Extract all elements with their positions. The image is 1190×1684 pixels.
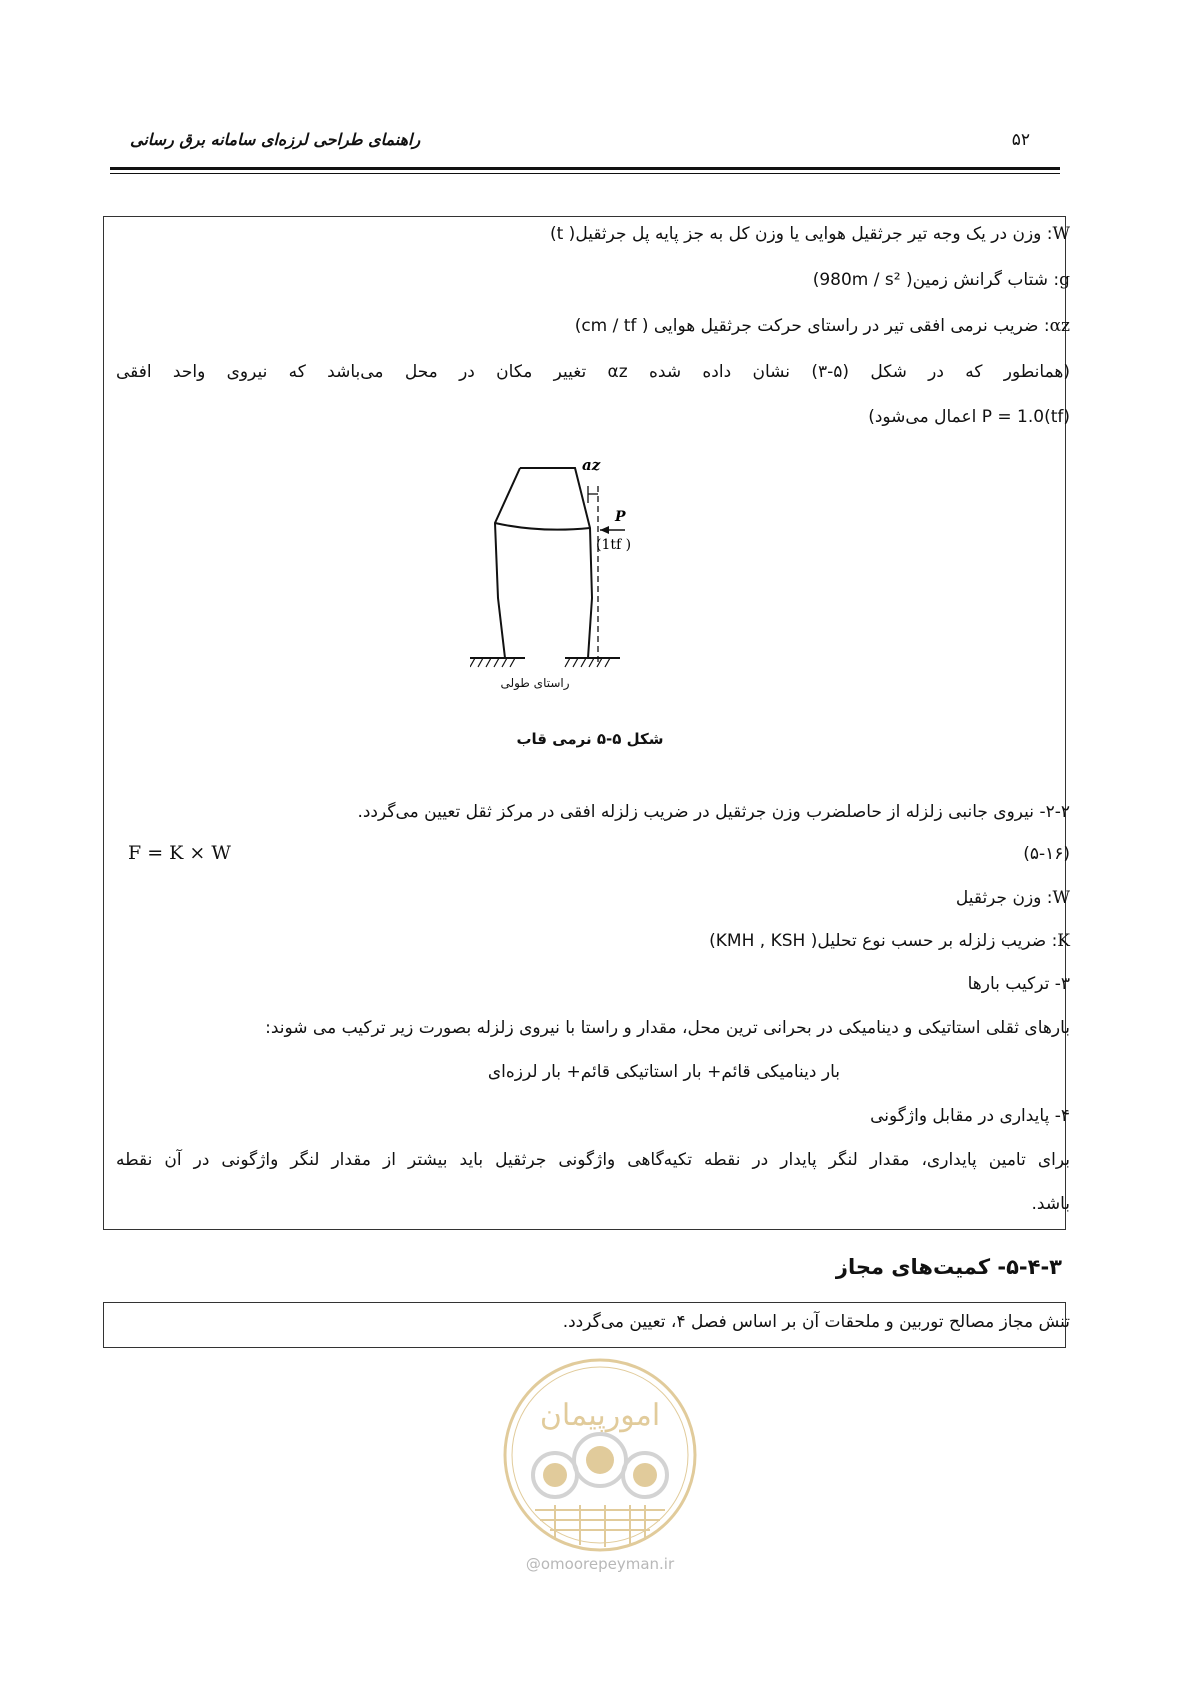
- note-line-1: (همانطور که در شکل (۵-۳) نشان داده شده αz تغییر مکان در محل می‌باشد که نیروی واحد افقی: [116, 362, 1071, 382]
- section-heading: ۵-۴-۳- کمیت‌های مجاز: [835, 1255, 1062, 1279]
- allowable-stress-text: تنش مجاز مصالح توربین و ملحقات آن بر اساس فصل ۴، تعیین می‌گردد.: [562, 1312, 1070, 1332]
- running-header-title: راهنمای طراحی لرزه‌ای سامانه برق رسانی: [130, 130, 421, 149]
- figure-axis-caption: راستای طولی: [500, 676, 570, 690]
- symbol-g: g: [1059, 270, 1070, 290]
- label-load: (1tf ): [596, 537, 632, 553]
- figure-caption: شکل ۵-۵ نرمی قاب: [516, 730, 664, 748]
- load-arrow-head: [600, 526, 609, 534]
- definition-k: [709, 929, 1070, 953]
- definition-w-text: : وزن در یک وجه تیر جرثقیل هوایی یا وزن کل به جز پایه پل جرثقیل( t): [549, 224, 1053, 244]
- header-rule-thick: [110, 167, 1060, 170]
- item-3-text: بارهای ثقلی استاتیکی و دینامیکی در بحرانی ترین محل، مقدار و راستا با نیروی زلزله بصورت زیر ترکیب می شوند:: [265, 1018, 1070, 1038]
- header-rule-thin: [110, 173, 1060, 174]
- frame-left-edge: [495, 468, 520, 658]
- item-4-end: باشد.: [1031, 1194, 1070, 1214]
- item-3-combination: بار دینامیکی قائم+ بار استاتیکی قائم+ بار لرزه‌ای: [487, 1062, 840, 1082]
- formula-f-kw: F = K × W: [128, 842, 231, 864]
- definition-g-text: : شتاب گرانش زمین( 980m / s²): [812, 270, 1060, 290]
- page-number: ۵۲: [1011, 130, 1030, 150]
- symbol-k: K: [1057, 931, 1070, 951]
- symbol-w2: W: [1052, 888, 1070, 908]
- note-line-2: P = 1.0(tf) اعمال می‌شود): [868, 407, 1070, 427]
- definition-w2-text: : وزن جرثقیل: [955, 888, 1053, 908]
- watermark-logo: [495, 1355, 705, 1555]
- watermark-logo-text: امورپیمان: [539, 1398, 661, 1433]
- item-2-2: ۲-۲- نیروی جانبی زلزله از حاصلضرب وزن جرثقیل در ضریب زلزله افقی در مرکز ثقل تعیین می‌گردد.: [357, 802, 1070, 822]
- definition-alpha-z-text: : ضریب نرمی افقی تیر در راستای حرکت جرثقیل هوایی ( cm / tf): [574, 316, 1050, 336]
- definition-k-text: : ضریب زلزله بر حسب نوع تحلیل( KMH , KSH): [709, 931, 1058, 951]
- frame-right-edge: [520, 468, 592, 658]
- label-az: az: [582, 458, 601, 474]
- definition-w2: [956, 886, 1070, 910]
- equation-number: (۵-۱۶): [1023, 844, 1070, 864]
- item-4-heading: ۴- پایداری در مقابل واژگونی: [870, 1106, 1070, 1126]
- item-3-heading: ۳- ترکیب بارها: [967, 974, 1070, 994]
- definition-w: [550, 222, 1070, 246]
- definition-alpha-z: [575, 314, 1070, 338]
- symbol-w: W: [1052, 224, 1070, 244]
- frame-flexibility-figure: [470, 458, 650, 673]
- watermark-url: @omoorepeyman.ir: [525, 1555, 675, 1573]
- symbol-alpha-z: αz: [1049, 316, 1070, 336]
- frame-crossbeam: [495, 523, 590, 530]
- definition-g: [813, 268, 1070, 292]
- label-p: P: [615, 509, 626, 525]
- item-4-text: برای تامین پایداری، مقدار لنگر پایدار در نقطه تکیه‌گاهی واژگونی جرثقیل باید بیشتر از مقدار لنگر واژگونی در آن نقطه: [116, 1150, 1070, 1170]
